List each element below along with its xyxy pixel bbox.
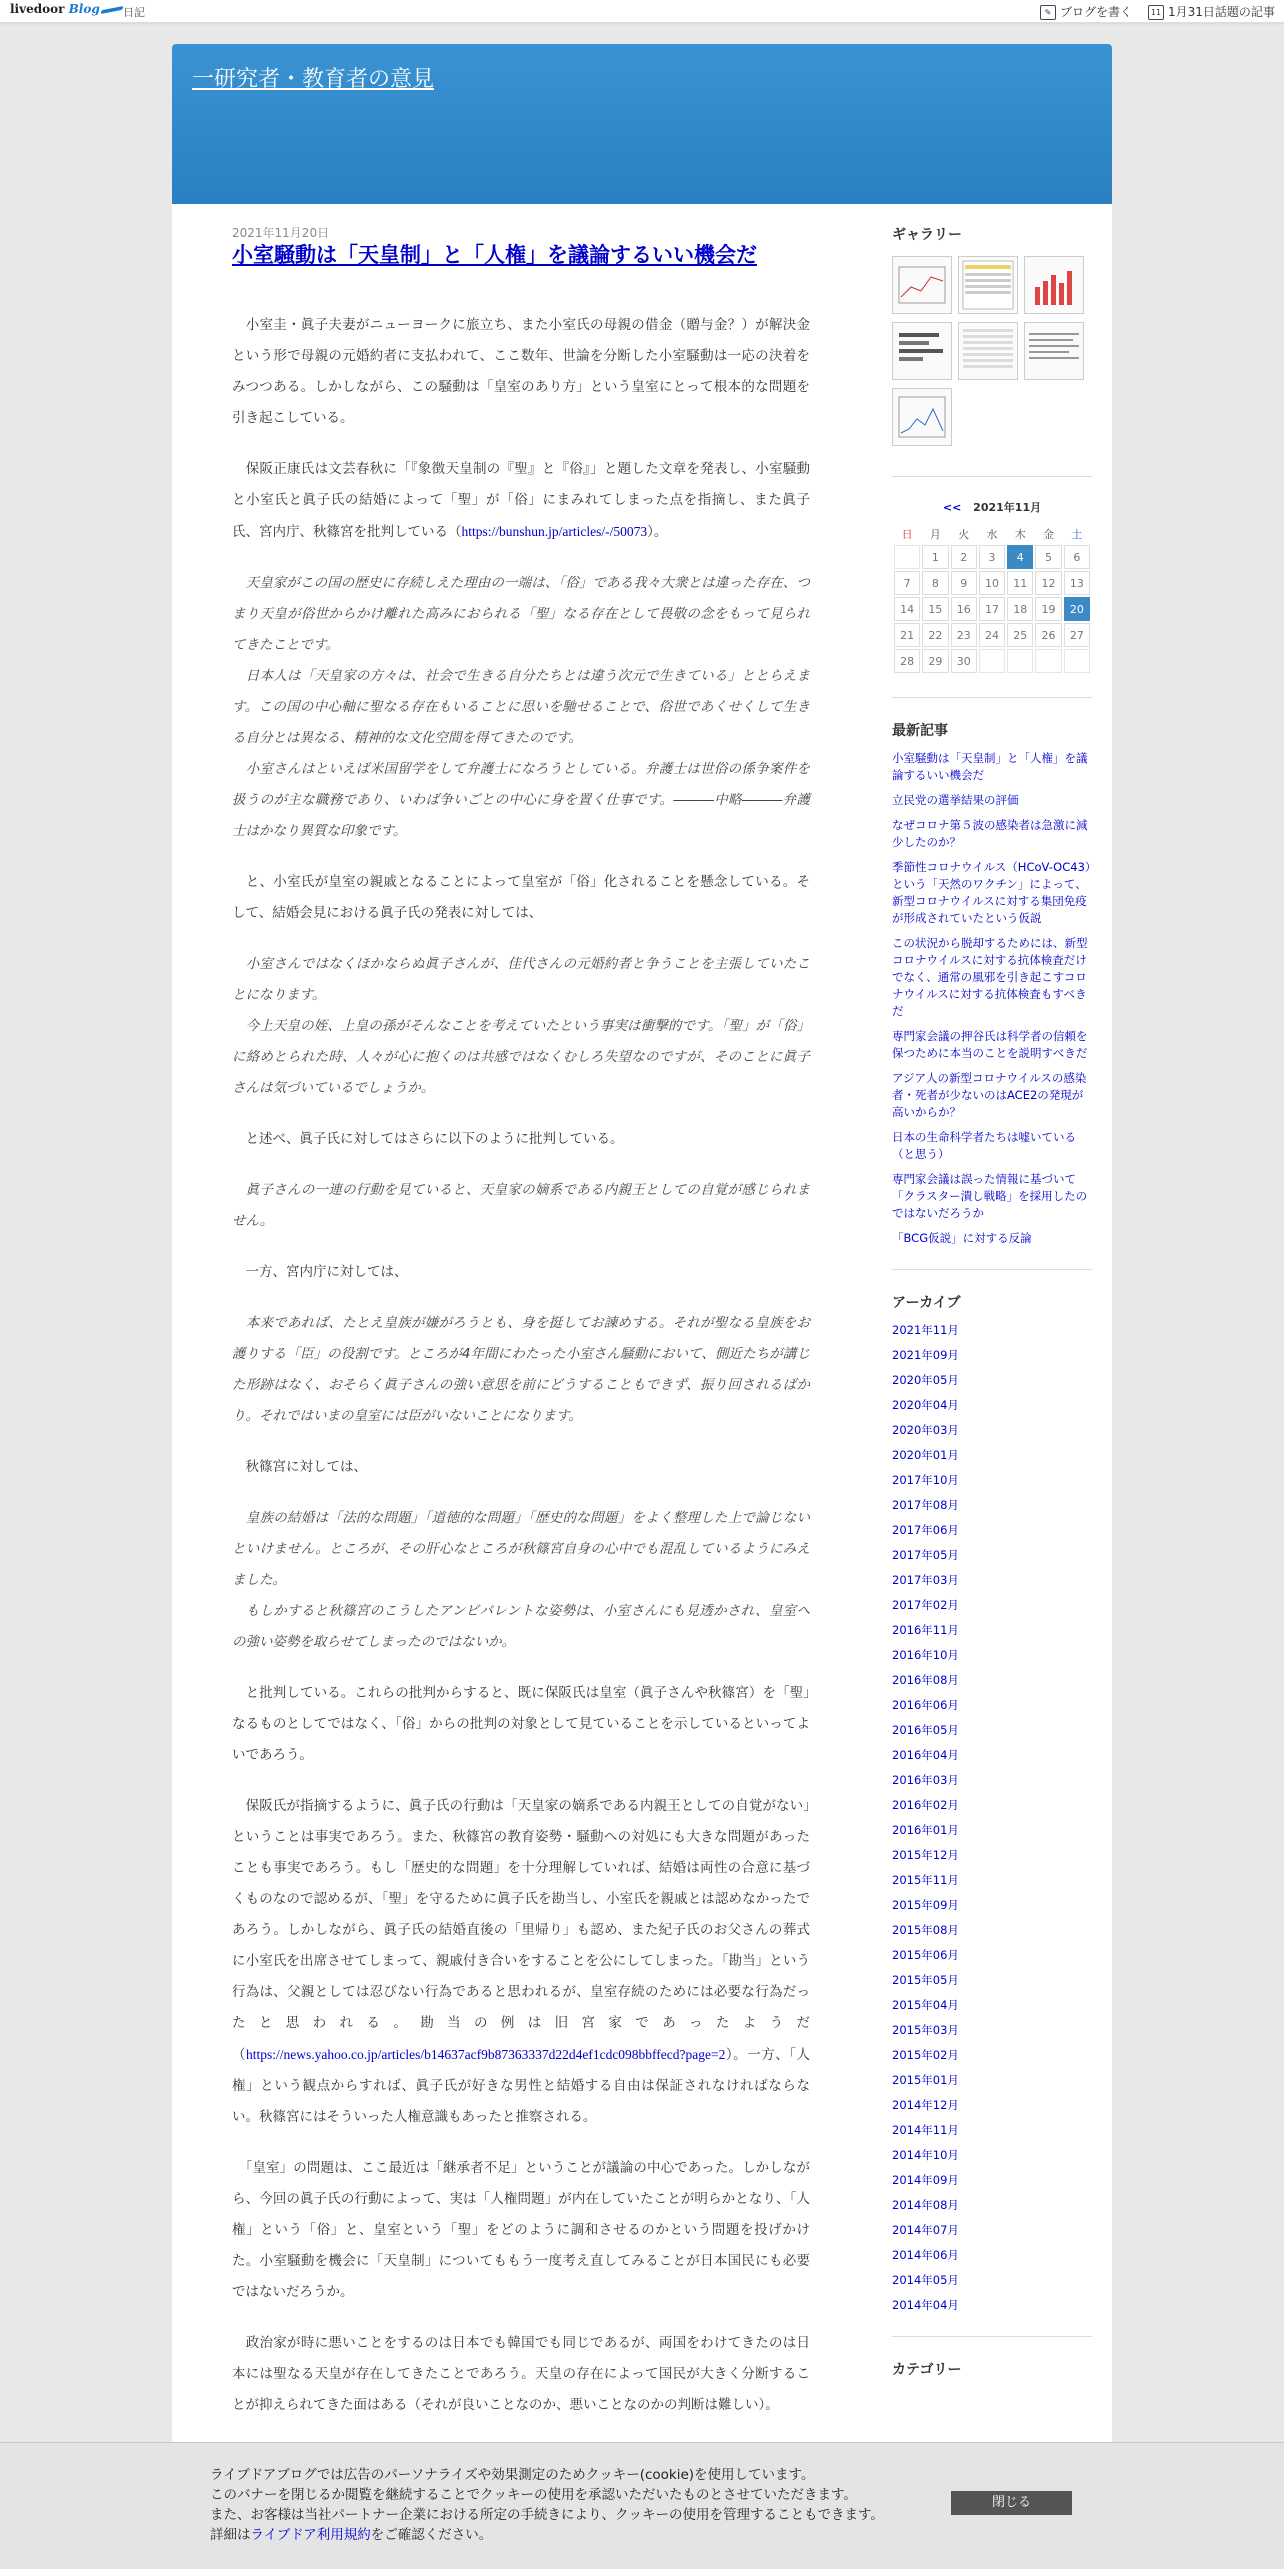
archive-link[interactable]: 2014年07月: [892, 2223, 959, 2237]
archive-link[interactable]: 2020年04月: [892, 1398, 959, 1412]
category-heading: カテゴリー: [892, 2362, 962, 2378]
calendar-weekday: 水: [986, 528, 998, 541]
archive-link[interactable]: 2016年04月: [892, 1748, 959, 1762]
calendar-day: 29: [922, 649, 948, 673]
archive-link[interactable]: 2015年01月: [892, 2073, 959, 2087]
calendar-empty-cell: [1064, 649, 1090, 673]
post-title[interactable]: 小室騒動は「天皇制」と「人権」を議論するいい機会だ: [232, 243, 757, 267]
archive-link[interactable]: 2014年04月: [892, 2298, 959, 2312]
archive-link[interactable]: 2015年02月: [892, 2048, 959, 2062]
post-paragraph: 保阪氏が指摘するように、眞子氏の行動は「天皇家の嫡系である内親王としての自覚がない」ということは事実であろう。また、秋篠宮の教育姿勢・騒動への対処にも大きな問題があったことも事実であろう。もし「歴史的な問題」を十分理解していれば、結婚は両性の合意に基づくものなので認めるが、「聖」を守るために眞子氏を勘当し、小室氏を親戚とは認めなかったであろう。しかしながら、眞子氏の結婚直後の「里帰り」も認め、また紀子氏のお父さんの葬式に小室氏を出席させてしまって、親戚付き合いをすることを公にしてしまった。「勘当」という行為は、父親としては忍びない行為であると思われるが、皇室存続のためには必要な行為だったと思われる。勘当の例は旧宮家であったようだ（https://news.yahoo.co.jp/articles/b14637acf9b87363337d22d4ef1cdc098bbffecd?page=2）。一方、「人権」という観点からすれば、眞子氏が好きな男性と結婚する自由は保証されなければならない。秋篠宮にはそういった人権意識もあったと推察される。: [232, 1798, 810, 2125]
gallery-thumbnail[interactable]: [892, 256, 952, 314]
archive-link[interactable]: 2017年10月: [892, 1473, 959, 1487]
calendar-day: 13: [1064, 571, 1090, 595]
archive-link[interactable]: 2016年08月: [892, 1673, 959, 1687]
calendar-day: 25: [1007, 623, 1033, 647]
archive-link[interactable]: 2015年05月: [892, 1973, 959, 1987]
archive-link[interactable]: 2016年06月: [892, 1698, 959, 1712]
calendar-day[interactable]: 20: [1064, 597, 1090, 621]
archive-link[interactable]: 2016年10月: [892, 1648, 959, 1662]
calendar-empty-cell: [1007, 649, 1033, 673]
recent-article-link[interactable]: 小室騒動は「天皇制」と「人権」を議論するいい機会だ: [892, 751, 1088, 782]
archive-link[interactable]: 2021年11月: [892, 1323, 959, 1337]
recent-article-link[interactable]: 専門家会議の押谷氏は科学者の信頼を保つために本当のことを説明すべきだ: [892, 1029, 1088, 1060]
recent-article-link[interactable]: この状況から脱却するためには、新型コロナウイルスに対する抗体検査だけでなく、通常の風邪を引き起こすコロナウイルスに対する抗体検査もすべきだ: [892, 936, 1088, 1018]
archive-link[interactable]: 2017年02月: [892, 1598, 959, 1612]
terms-link[interactable]: ライブドア利用規約: [250, 2527, 371, 2543]
archive-link[interactable]: 2017年05月: [892, 1548, 959, 1562]
calendar-weekday: 木: [1014, 528, 1026, 541]
cookie-line: また、お客様は当社パートナー企業における所定の手続きにより、クッキーの使用を管理することもできます。: [210, 2507, 884, 2523]
archive-link[interactable]: 2017年03月: [892, 1573, 959, 1587]
calendar-empty-cell: [894, 545, 920, 569]
archive-link[interactable]: 2015年04月: [892, 1998, 959, 2012]
top-bar: [0, 0, 1284, 23]
calendar-day: 8: [922, 571, 948, 595]
calendar-empty-cell: [1035, 649, 1061, 673]
calendar-day: 28: [894, 649, 920, 673]
calendar-day: 18: [1007, 597, 1033, 621]
archive-link[interactable]: 2017年06月: [892, 1523, 959, 1537]
gallery-thumbnails: [892, 256, 1092, 454]
archive-heading: アーカイブ: [892, 1295, 961, 1311]
post-paragraph: と述べ、眞子氏に対してはさらに以下のように批判している。: [232, 1131, 624, 1147]
calendar-day: 5: [1035, 545, 1061, 569]
archive-link[interactable]: 2014年10月: [892, 2148, 959, 2162]
calendar-day: 26: [1035, 623, 1061, 647]
archive-link[interactable]: 2015年03月: [892, 2023, 959, 2037]
archive-link[interactable]: 2016年02月: [892, 1798, 959, 1812]
calendar-empty-cell: [979, 649, 1005, 673]
archive-link[interactable]: 2016年11月: [892, 1623, 959, 1637]
archive-link[interactable]: 2015年11月: [892, 1873, 959, 1887]
calendar-day: 12: [1035, 571, 1061, 595]
post-paragraph: と、小室氏が皇室の親戚となることによって皇室が「俗」化されることを懸念している。そして、結婚会見における眞子氏の発表に対しては、: [232, 874, 810, 921]
post-paragraph: 小室圭・眞子夫妻がニューヨークに旅立ち、また小室氏の母親の借金（贈与金？）が解決金という形で母親の元婚約者に支払われて、ここ数年、世論を分断した小室騒動は一応の決着をみつつある。しかしながら、この騒動は「皇室のあり方」という皇室にとって根本的な問題を引き起こしている。: [232, 317, 810, 426]
post-paragraph: 「皇室」の問題は、ここ最近は「継承者不足」ということが議論の中心であった。しかしながら、今回の眞子氏の行動によって、実は「人権問題」が内在していたことが明らかとなり、「人権」という「俗」と、皇室という「聖」をどのように調和させるのかという問題を投げかけた。小室騒動を機会に「天皇制」についてももう一度考え直してみることが日本国民にも必要ではないだろうか。: [232, 2160, 810, 2300]
calendar-day: 14: [894, 597, 920, 621]
write-blog-link[interactable]: ✎ ブログを書く: [1040, 3, 1132, 20]
calendar-day: 16: [951, 597, 977, 621]
archive-link[interactable]: 2014年09月: [892, 2173, 959, 2187]
divider: [892, 1269, 1092, 1270]
calendar-day: 7: [894, 571, 920, 595]
archive-link[interactable]: 2014年08月: [892, 2198, 959, 2212]
reference-link[interactable]: https://news.yahoo.co.jp/articles/b14637acf9b87363337d22d4ef1cdc098bbffecd?page=2: [246, 2047, 726, 2062]
post-paragraph: 保阪正康氏は文芸春秋に「『象徴天皇制の『聖』と『俗』」と題した文章を発表し、小室騒動と小室氏と眞子氏の結婚によって「聖」が「俗」にまみれてしまった点を指摘し、また眞子氏、宮内庁、秋篠宮を批判している（https://bunshun.jp/articles/-/50073）。: [232, 461, 810, 540]
calendar-weekday: 月: [929, 528, 941, 541]
post-paragraph: 皇族の結婚は「法的な問題」「道徳的な問題」「歴史的な問題」をよく整理した上で論じないといけません。ところが、その肝心なところが秋篠宮自身の心中でも混乱しているようにみえました。 もしかすると秋篠宮のこうしたアンビバレントな姿勢は、小室さんにも見透かされ、皇室への強い姿勢を取らせてしまったのではないか。: [232, 1510, 810, 1650]
post-paragraph: 眞子さんの一連の行動を見ていると、天皇家の嫡系である内親王としての自覚が感じられません。: [232, 1182, 810, 1229]
divider: [892, 476, 1092, 477]
blog-title[interactable]: 一研究者・教育者の意見: [192, 67, 435, 92]
calendar-day: 2: [951, 545, 977, 569]
livedoor-blog-logo[interactable]: livedoor Blog: [10, 2, 122, 16]
gallery-thumbnail[interactable]: [958, 322, 1018, 380]
calendar-day: 11: [1007, 571, 1033, 595]
post-paragraph: 小室さんではなくほかならぬ眞子さんが、佳代さんの元婚約者と争うことを主張していたことになります。 今上天皇の姪、上皇の孫がそんなことを考えていたという事実は衝撃的です。「聖」が「俗」に絡めとられた時、人々が心に抱くのは共感ではなくむしろ失望なのですが、そのことに眞子さんは気づいているでしょうか。: [232, 956, 810, 1096]
calendar-day: 21: [894, 623, 920, 647]
archive-link[interactable]: 2014年05月: [892, 2273, 959, 2287]
recent-article-link[interactable]: 「BCG仮説」に対する反論: [892, 1231, 1032, 1245]
calendar-day: 3: [979, 545, 1005, 569]
gallery-thumbnail[interactable]: [1024, 256, 1084, 314]
gallery-thumbnail[interactable]: [892, 388, 952, 446]
post-body: [232, 310, 810, 2441]
calendar-weekday: 金: [1043, 528, 1055, 541]
cookie-banner: [0, 2442, 1284, 2569]
section-link-diary[interactable]: 日記: [123, 6, 145, 19]
recent-article-link[interactable]: 日本の生命科学者たちは嘘いている（と思う）: [892, 1130, 1076, 1161]
cookie-line: 詳細はライブドア利用規約をご確認ください。: [210, 2527, 493, 2543]
divider: [892, 697, 1092, 698]
reference-link[interactable]: https://bunshun.jp/articles/-/50073: [461, 524, 648, 539]
calendar-day: 15: [922, 597, 948, 621]
cookie-close-button[interactable]: 閉じる: [951, 2491, 1072, 2515]
calendar-day: 23: [951, 623, 977, 647]
archive-link[interactable]: 2014年11月: [892, 2123, 959, 2137]
recent-article-link[interactable]: 専門家会議は誤った情報に基づいて「クラスター潰し戦略」を採用したのではないだろうか: [892, 1172, 1088, 1220]
calendar-day: 9: [951, 571, 977, 595]
archive-link[interactable]: 2020年01月: [892, 1448, 959, 1462]
archive-link[interactable]: 2015年12月: [892, 1848, 959, 1862]
page-content: [172, 204, 1112, 2568]
pencil-icon: ✎: [1040, 5, 1056, 20]
calendar-day: 10: [979, 571, 1005, 595]
post-paragraph: 天皇家がこの国の歴史に存続しえた理由の一端は、「俗」である我々大衆とは違った存在、つまり天皇が俗世からかけ離れた高みにおられる「聖」なる存在として畏敬の念をもって見られてきたことです。 日本人は「天皇家の方々は、社会で生きる自分たちとは違う次元で生きている」ととらえます。この国の中心軸に聖なる存在もいることに思いを馳せることで、俗世であくせくして生きる自分とは異なる、精神的な文化空間を得てきたのです。 小室さんはといえば米国留学をして弁護士になろうとしている。弁護士は世俗の係争案件を扱うのが主な職務であり、いわば争いごとの中心に身を置く仕事です。―――中略―――弁護士はかなり異質な印象です。: [232, 575, 810, 839]
calendar-weekday: 火: [958, 528, 970, 541]
post-paragraph: 本来であれば、たとえ皇族が嫌がろうとも、身を挺してお諫めする。それが聖なる皇族をお護りする「臣」の役割です。ところが4年間にわたった小室さん騒動において、側近たちが講じた形跡はなく、おそらく眞子さんの強い意思を前にどうすることもできず、振り回されるばかり。それではいまの皇室には臣がいないことになります。: [232, 1315, 810, 1424]
post-paragraph: と批判している。これらの批判からすると、既に保阪氏は皇室（眞子さんや秋篠宮）を「聖」なるものとしてではなく、「俗」からの批判の対象として見ていることを示しているといってよいであろう。: [232, 1685, 810, 1763]
recent-article-link[interactable]: 立民党の選挙結果の評価: [892, 793, 1019, 807]
calendar-month: 2021年11月: [973, 501, 1042, 514]
calendar: [892, 499, 1092, 515]
gallery-heading: ギャラリー: [892, 227, 962, 243]
recent-heading: 最新記事: [892, 723, 948, 739]
archive-link[interactable]: 2014年06月: [892, 2248, 959, 2262]
cookie-line: ライブドアブログでは広告のパーソナライズや効果測定のためクッキー(cookie)を使用しています。: [210, 2467, 815, 2483]
post-date: 2021年11月20日: [232, 226, 330, 240]
archive-link[interactable]: 2015年09月: [892, 1898, 959, 1912]
calendar-day: 22: [922, 623, 948, 647]
calendar-prev-link[interactable]: <<: [942, 501, 962, 514]
calendar-table: [892, 523, 1092, 675]
calendar-day: 24: [979, 623, 1005, 647]
archive-list: [892, 1322, 1092, 2314]
archive-link[interactable]: 2020年03月: [892, 1423, 959, 1437]
archive-link[interactable]: 2020年05月: [892, 1373, 959, 1387]
calendar-day: 19: [1035, 597, 1061, 621]
cookie-text: [210, 2465, 884, 2545]
recent-article-link[interactable]: なぜコロナ第５波の感染者は急激に減少したのか？: [892, 818, 1088, 849]
gallery-thumbnail[interactable]: [958, 256, 1018, 314]
post-paragraph: 政治家が時に悪いことをするのは日本でも韓国でも同じであるが、両国をわけてきたのは日本には聖なる天皇が存在してきたことであろう。天皇の存在によって国民が大きく分断することが抑えられてきた面はある（それが良いことなのか、悪いことなのかの判断は難しい）。: [232, 2335, 810, 2413]
cookie-line: このバナーを閉じるか閲覧を継続することでクッキーの使用を承認いただいたものとさせていただきます。: [210, 2487, 857, 2503]
gallery-thumbnail[interactable]: [892, 322, 952, 380]
post-paragraph: 秋篠宮に対しては、: [232, 1459, 367, 1475]
calendar-weekday: 日: [901, 528, 913, 541]
archive-link[interactable]: 2015年06月: [892, 1948, 959, 1962]
calendar-day: 6: [1064, 545, 1090, 569]
archive-link[interactable]: 2016年03月: [892, 1773, 959, 1787]
recent-articles-list: [892, 750, 1092, 1247]
archive-link[interactable]: 2017年08月: [892, 1498, 959, 1512]
recent-article-link[interactable]: 季節性コロナウイルス（HCoV-OC43）という「天然のワクチン」によって、新型コロナウイルスに対する集団免疫が形成されていたという仮説: [892, 860, 1091, 925]
recent-article-link[interactable]: アジア人の新型コロナウイルスの感染者・死者が少ないのはACE2の発現が高いからか？: [892, 1071, 1087, 1119]
archive-link[interactable]: 2016年01月: [892, 1823, 959, 1837]
calendar-day[interactable]: 4: [1007, 545, 1033, 569]
calendar-day: 1: [922, 545, 948, 569]
archive-link[interactable]: 2016年05月: [892, 1723, 959, 1737]
topic-articles-link[interactable]: 11 1月31日話題の記事: [1148, 3, 1275, 20]
archive-link[interactable]: 2014年12月: [892, 2098, 959, 2112]
calendar-day: 30: [951, 649, 977, 673]
calendar-weekday: 土: [1071, 528, 1083, 541]
blog-header: [172, 44, 1112, 204]
archive-link[interactable]: 2021年09月: [892, 1348, 959, 1362]
calendar-icon: 11: [1148, 5, 1164, 20]
archive-link[interactable]: 2015年08月: [892, 1923, 959, 1937]
calendar-day: 27: [1064, 623, 1090, 647]
calendar-day: 17: [979, 597, 1005, 621]
divider: [892, 2336, 1092, 2337]
post-paragraph: 一方、宮内庁に対しては、: [232, 1264, 408, 1280]
gallery-thumbnail[interactable]: [1024, 322, 1084, 380]
